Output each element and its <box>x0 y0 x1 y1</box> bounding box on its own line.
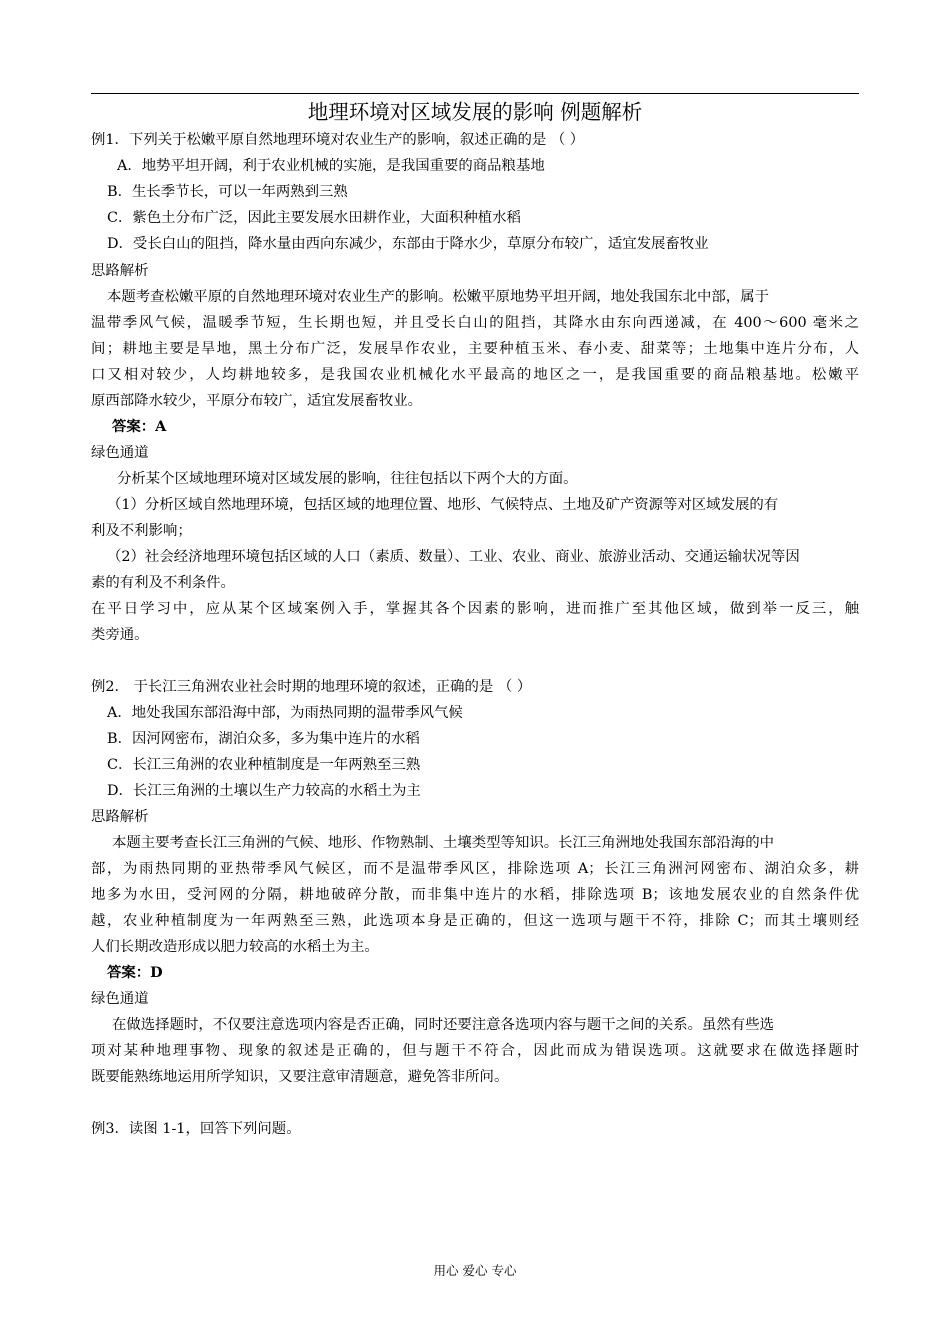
ex1-green-label: 绿色通道 <box>91 445 149 461</box>
ex2-option-d: D．长江三角洲的土壤以生产力较高的水稻土为主 <box>107 783 421 799</box>
ex2-green-line: 项对某种地理事物、现象的叙述是正确的，但与题干不符合，因此而成为错误选项。这就要求在做选择题时 <box>91 1043 859 1059</box>
header-rule <box>91 93 859 94</box>
ex1-green-line: （2）社会经济地理环境包括区域的人口（素质、数量）、工业、农业、商业、旅游业活动、交通运输状况等因 <box>107 549 800 565</box>
ex2-analysis-line: 越，农业种植制度为一年两熟至三熟，此选项本身是正确的，但这一选项与题干不符，排除 C；而其土壤则经 <box>91 913 859 929</box>
ex1-question: 例1．下列关于松嫩平原自然地理环境对农业生产的影响，叙述正确的是 （ ） <box>91 132 585 148</box>
ex2-option-c: C．长江三角洲的农业种植制度是一年两熟至三熟 <box>107 757 421 773</box>
ex1-green-line: 素的有利及不利条件。 <box>91 575 235 591</box>
ex1-analysis-line: 间；耕地主要是旱地，黑土分布广泛，发展旱作农业，主要种植玉米、春小麦、甜菜等；土地集中连片分布，人 <box>91 341 859 357</box>
ex1-analysis-line: 本题考查松嫩平原的自然地理环境对农业生产的影响。松嫩平原地势平坦开阔，地处我国东北中部，属于 <box>107 289 769 305</box>
ex1-analysis-label: 思路解析 <box>91 263 149 279</box>
ex2-green-line: 在做选择题时，不仅要注意选项内容是否正确，同时还要注意各选项内容与题干之间的关系。虽然有些选 <box>112 1017 774 1033</box>
ex2-analysis-line: 部，为雨热同期的亚热带季风气候区，而不是温带季风区，排除选项 A；长江三角洲河网密布、湖泊众多，耕 <box>91 861 859 877</box>
ex1-green-line: 利及不利影响； <box>91 523 192 539</box>
ex1-analysis-line: 口又相对较少，人均耕地较多，是我国农业机械化水平最高的地区之一，是我国重要的商品粮基地。松嫩平 <box>91 367 859 383</box>
ex1-option-d: D．受长白山的阻挡，降水量由西向东减少，东部由于降水少，草原分布较广，适宜发展畜牧业 <box>107 236 709 252</box>
ex2-green-line: 既要能熟练地运用所学知识，又要注意审清题意，避免答非所问。 <box>91 1069 509 1085</box>
ex1-option-b: B．生长季节长，可以一年两熟到三熟 <box>107 184 348 200</box>
ex1-analysis-line: 原西部降水较少，平原分布较广，适宜发展畜牧业。 <box>91 393 422 409</box>
ex2-analysis-label: 思路解析 <box>91 809 149 825</box>
ex2-analysis-line: 地多为水田，受河网的分隔，耕地破碎分散，而非集中连片的水稻，排除选项 B；该地发展农业的自然条件优 <box>91 887 859 903</box>
ex2-option-a: A．地处我国东部沿海中部，为雨热同期的温带季风气候 <box>107 705 463 721</box>
ex2-analysis-line: 人们长期改造形成以肥力较高的水稻土为主。 <box>91 939 379 955</box>
ex2-option-b: B．因河网密布，湖泊众多，多为集中连片的水稻 <box>107 731 420 747</box>
ex1-green-line: 分析某个区域地理环境对区域发展的影响，往往包括以下两个大的方面。 <box>117 471 578 487</box>
ex1-green-line: 类旁通。 <box>91 627 149 643</box>
page-title: 地理环境对区域发展的影响 例题解析 <box>307 100 643 124</box>
ex1-green-line: 在平日学习中，应从某个区域案例入手，掌握其各个因素的影响，进而推广至其他区域，做到举一反三，触 <box>91 601 859 617</box>
ex1-answer: 答案：A <box>112 418 167 435</box>
ex2-analysis-line: 本题主要考查长江三角洲的气候、地形、作物熟制、土壤类型等知识。长江三角洲地处我国东部沿海的中 <box>112 835 774 851</box>
ex1-option-c: C．紫色土分布广泛，因此主要发展水田耕作业，大面积种植水稻 <box>107 210 521 226</box>
ex1-analysis-line: 温带季风气候，温暖季节短，生长期也短，并且受长白山的阻挡，其降水由东向西递减，在 400～600 毫米之 <box>91 315 859 331</box>
ex2-answer: 答案：D <box>107 964 163 981</box>
ex3-question: 例3．读图 1-1，回答下列问题。 <box>91 1121 301 1137</box>
ex2-question: 例2． 于长江三角洲农业社会时期的地理环境的叙述，正确的是 （ ） <box>91 679 532 695</box>
ex1-green-line: （1）分析区域自然地理环境，包括区域的地理位置、地形、气候特点、土地及矿产资源等对区域发展的有 <box>107 497 779 513</box>
ex2-green-label: 绿色通道 <box>91 991 149 1007</box>
ex1-option-a: A．地势平坦开阔，利于农业机械的实施，是我国重要的商品粮基地 <box>117 158 545 174</box>
page-footer: 用心 爱心 专心 <box>433 1263 517 1278</box>
